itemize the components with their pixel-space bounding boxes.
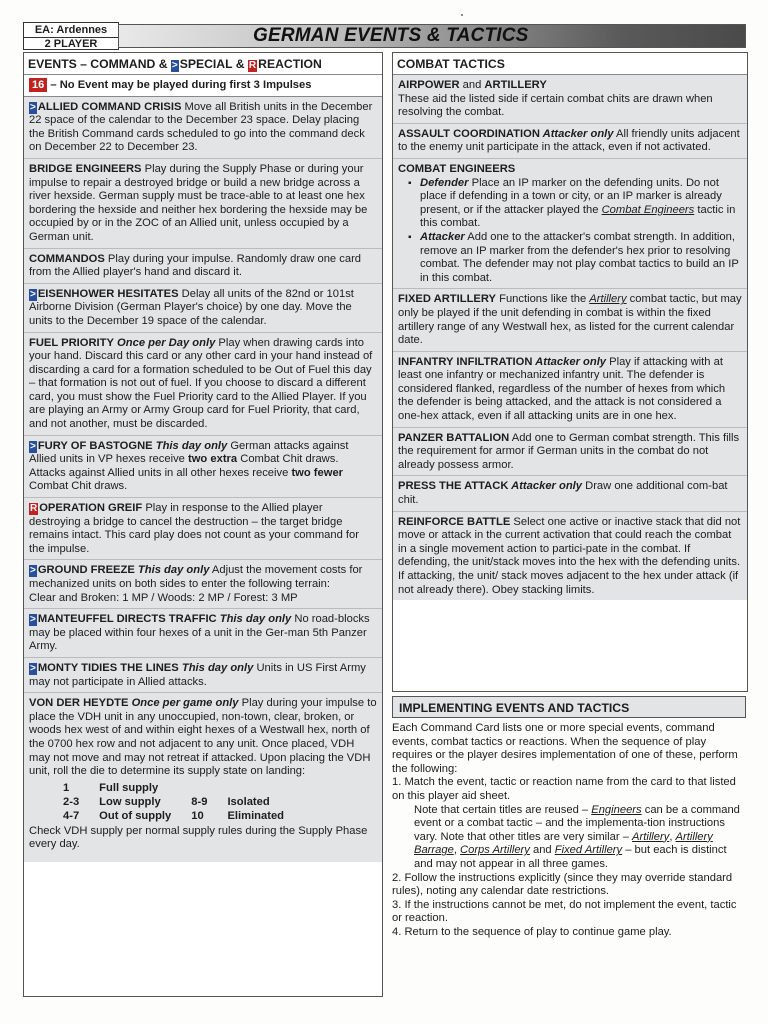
events-panel [23,52,383,997]
event-entry: BRIDGE ENGINEERS Play during the Supply Phase or during your impulse to repair a destroyed bridge or build a new bridge across a river hexside. German supply must be trace-able to at least one hex bordering the hexside and neither hex bordering the hexside may be occupied by or in the ZOC of an Allied unit, unless occupied by a German unit. [24,159,382,249]
supply-table [51,781,292,823]
first-impulses-note: 16 – No Event may be played during first 3 Impulses [24,75,382,97]
special-marker-icon: > [30,101,36,113]
event-entry: > EISENHOWER HESITATES Delay all units of the 82nd or 101st Airborne Division (German Player's choice) by one day. Move the units to the December 19 space of the calendar. [24,284,382,333]
event-entry: > MONTY TIDIES THE LINES This day only Units in US First Army may not participate in Allied attacks. [24,658,382,693]
special-marker-icon: > [30,662,36,674]
event-entry: COMMANDOS Play during your impulse. Randomly draw one card from the Allied player's hand and discard it. [24,249,382,284]
combat-tactics-heading: COMBAT TACTICS [393,53,747,75]
combat-tactics-panel [392,52,748,692]
rule-number-badge: 16 [29,78,47,92]
events-list [24,97,382,862]
special-marker-icon: > [30,614,36,626]
event-entry: > FURY OF BASTOGNE This day only German attacks against Allied units in VP hexes receive two extra Combat Chit draws. Attacks against Allied units in all other hexes receive two fewer Combat Chit draws. [24,436,382,498]
combat-engineers-list [398,177,742,286]
tactic-entry: PANZER BATTALION Add one to German combat strength. This fills the requirement for armor if German units in the combat do not already possess armor. [393,428,747,477]
tactic-entry: PRESS THE ATTACK Attacker only Draw one additional com-bat chit. [393,476,747,511]
special-marker-icon: > [30,440,36,452]
tactic-entry: AIRPOWER and ARTILLERY These aid the listed side if certain combat chits are drawn when resolving the combat. [393,75,747,124]
combat-tactics-list [393,75,747,600]
list-item: ▪ Attacker Add one to the attacker's combat strength. In addition, remove an IP marker from the defender's hex prior to resolving combat. The defender may not play combat tactics to build an IP in this combat. [410,231,742,285]
titles-note: Note that certain titles are reused – Engineers can be a command event or a combat tactic – and the implementa-tion instructions vary. Note that other titles are very similar – Artillery, Artillery Barrage, Corps Artillery and Fixed Artillery – but each is distinct and may not appear in all three games. [414,803,740,870]
table-row: 1 Full supply [63,781,159,794]
title-banner [118,24,746,48]
table-row: 4-7 Out of supply 10 Eliminated [63,809,285,822]
special-marker-icon: > [30,288,36,300]
special-marker-icon: > [171,60,178,71]
scenario-box [23,22,119,50]
terrain-costs: Clear and Broken: 1 MP / Woods: 2 MP / Forest: 3 MP [29,591,298,604]
player-count: 2 PLAYER [44,38,98,50]
events-heading: EVENTS – COMMAND & > SPECIAL & R REACTION [24,53,382,75]
reaction-marker-icon: R [30,503,38,515]
tactic-entry: INFANTRY INFILTRATION Attacker only Play if attacking with at least one infantry or mechanized infantry unit. The defender is considered flanked, regardless of the number of hexes from which the defender is being attacked, and the attack is not considered a one-hex attack, even if all attacking units are in one hex. [393,352,747,428]
page-title: GERMAN EVENTS & TACTICS [253,25,529,46]
event-entry: R OPERATION GREIF Play in response to the Allied player destroying a bridge to cancel the destruction – the target bridge remains intact. This card play does not count as your command for the impulse. [24,498,382,560]
event-entry: > MANTEUFFEL DIRECTS TRAFFIC This day only No road-blocks may be placed within four hexes of a unit in the Ger-man 5th Panzer Army. [24,609,382,658]
scenario-name: EA: Ardennes [24,23,118,38]
implementing-heading: IMPLEMENTING EVENTS AND TACTICS [392,696,746,718]
tactic-entry: FIXED ARTILLERY Functions like the Artillery combat tactic, but may only be played if the unit defending in combat is within the fixed artillery range of any Westwall hex, as listed for the current calendar date. [393,289,747,351]
table-row: 2-3 Low supply 8-9 Isolated [63,795,270,808]
tactic-entry: COMBAT ENGINEERS ▪ Defender Place an IP marker on the defending units. Do not place if defending in a town or city, or an IP marker is already present, or if the attacker played the Combat Engineers tactic in this combat. ▪ Attacker Add one to the attacker's combat strength. In addition, remove an IP marker from the defender's hex prior to resolving combat. The defender may not play combat tactics to build an IP in this combat. [393,159,747,289]
tactic-entry: REINFORCE BATTLE Select one active or inactive stack that did not move or attack in the current activation that could reach the combat in a single movement action to partici-pate in the combat. If defending, the unit/stack moves into the hex with the defending units. If attacking, the unit/ stack moves adjacent to the hex under attack (if not already there). Obey stacking limits. [398,515,741,596]
list-item: ▪ Defender Place an IP marker on the defending units. Do not place if defending in a town or city, or an IP marker is already present, or if the attacker played the Combat Engineers tactic in this combat. [410,177,742,231]
stray-dot [461,14,463,16]
special-marker-icon: > [30,565,36,577]
event-entry: FUEL PRIORITY Once per Day only Play when drawing cards into your hand. Discard this card or any other card in your hand instead of discarding a card for a formation scheduled to be Out of Fuel this day – that formation is not out of fuel. If you choose to discard a different card, you must show the Fuel Priority card to the Allied Player. If you are playing an Army or Army Group card for Fuel Priority, that card, and not another, must be discarded. [24,333,382,436]
event-entry: > GROUND FREEZE This day only Adjust the movement costs for mechanized units on both sides to enter the following terrain: Clear and Broken: 1 MP / Woods: 2 MP / Forest: 3 MP [24,560,382,609]
event-entry: > ALLIED COMMAND CRISIS Move all British units in the December 22 space of the calendar to the December 23 space. Delay placing the British Command cards scheduled to go into the command deck on December 22 to December 23. [24,97,382,159]
tactic-entry: ASSAULT COORDINATION Attacker only All friendly units adjacent to the enemy unit participate in the attack, even if not activated. [393,124,747,159]
reaction-marker-icon: R [248,60,257,71]
event-entry: VON DER HEYDTE Once per game only Play during your impulse to place the VDH unit in any unoccupied, non-town, clear, broken, or woods hex west of and within eight hexes of a Westwall hex, north of the 0700 hex row and not adjacent to any unit. Once placed, VDH may not move and may not retreat if attacked. Upon placing the VDH unit, roll the die to determine its supply state on landing: 1 Full supply 2-3 Low supply 8-9 Isolated 4-7 Out of supply 10 Eliminated Check VDH supply per normal supply rules during the Supply Phase every day. [29,697,377,851]
implementing-body: Each Command Card lists one or more special events, command events, combat tactics or reactions. When the sequence of play requires or the player desires implementation of one of these, perform the following: 1. Match the event, tactic or reaction name from the card to that listed on this player aid sheet. Note that certain titles are reused – Engineers can be a command event or a combat tactic – and the implementa-tion instructions vary. Note that other titles are very similar – Artillery, Artillery Barrage, Corps Artillery and Fixed Artillery – but each is distinct and may not appear in all three games. 2. Follow the instructions explicitly (since they may override standard rules), noting any calendar date restrictions. 3. If the instructions cannot be met, do not implement the event, tactic or reaction. 4. Return to the sequence of play to continue game play. [392,722,746,940]
